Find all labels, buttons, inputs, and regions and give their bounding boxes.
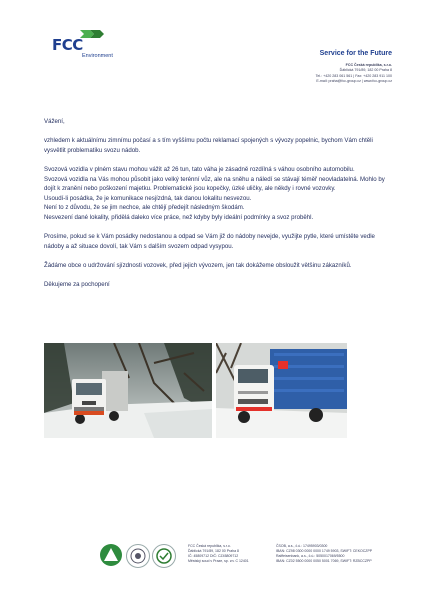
paragraph-decision: Usoudí-li posádka, že je komunikace nesjízdná, tak danou lokalitu nesvezou.	[44, 194, 252, 202]
footer-line: Raiffeisenbank, a.s., č.ú.: 5050017069/5500	[276, 554, 345, 558]
company-address: Ďáblická 791/89, 182 00 Praha 8	[339, 68, 392, 73]
tagline: Service for the Future	[319, 50, 392, 57]
footer-line: Městský soud v Praze, sp. zn. C 12401	[188, 559, 249, 563]
letter-body	[44, 117, 396, 290]
footer-line: FCC Česká republika, s.r.o.	[188, 544, 231, 548]
paragraph-terrain: Svozová vozidla na Vás mohou působit jako velký terénní vůz, ale na sněhu a náledí se stávají téměř neovladatelná. Mohlo by dojít k zranění nebo poškození majetku. Problematické jsou kopečky, úzké uličky, ale někdy i rovné vozovky.	[44, 175, 385, 193]
paragraph-reason: Není to z důvodu, že se jim nechce, ale chtějí předejít následným škodám.	[44, 204, 245, 212]
logo-arrows-icon	[80, 28, 106, 40]
company-email: E-mail: praha@fcc-group.cz | www.fcc-group.cz	[316, 79, 392, 84]
footer-bank-info	[276, 544, 372, 564]
footer-line: IBAN: CZ98 0300 0000 0000 1749 5903, SWIFT: CEKOCZPP	[276, 549, 373, 553]
footer	[100, 540, 400, 574]
footer-line: Ďáblická 791/89, 182 00 Praha 8	[188, 549, 239, 553]
paragraph-intro: vzhledem k aktuálnímu zimnímu počasí a s tím vyššímu počtu reklamací spojených s vývozy popelnic, bychom Vám chtěli vysvětlit problematiku svozu nádob.	[44, 137, 373, 154]
photo-truck-in-snow-2	[216, 343, 347, 438]
footer-line: IČ: 45809712 DIČ: CZ45809712	[188, 554, 239, 558]
paragraph-weight: Svozová vozidla v plném stavu mohou vážit až 26 tun, tato váha je zásadně rozdílná s váhou osobního automobilu.	[44, 165, 355, 173]
photo-row	[44, 343, 347, 438]
logo-text: FCC	[52, 36, 83, 54]
greeting: Vážení,	[44, 118, 65, 125]
certification-badge-icon	[100, 544, 122, 566]
fcc-logo	[52, 28, 116, 58]
footer-company-info	[188, 544, 249, 564]
quality-seal-icon	[152, 544, 176, 568]
paragraph-bags: Prosíme, pokud se k Vám posádky nedostanou a odpad se Vám již do nádoby nevejde, využijte pytle, které umístěte vedle nádoby a až situace dovolí, tak Vám s dalším svozem odpad vysypou.	[44, 233, 375, 250]
logo-subtitle: Environment	[82, 53, 113, 59]
iso-certificate-icon	[126, 544, 150, 568]
footer-line: ČSOB, a.s., č.ú.: 17495903/0300	[276, 544, 328, 548]
company-phone: Tel.: +420 283 061 561 | Fax: +420 283 911 100	[315, 73, 392, 78]
footer-line: IBAN: CZ02 5500 0000 0050 5001 7069, SWIFT: RZBCCZPP	[276, 559, 372, 563]
paragraph-consequence: Nesvezení dané lokality, přidělá daleko více práce, než kdyby byly ideální podmínky a svoz proběhl.	[44, 213, 314, 221]
closing: Děkujeme za pochopení	[44, 281, 110, 289]
company-name: FCC Česká republika, s.r.o.	[345, 63, 392, 67]
photo-truck-in-snow-1	[44, 343, 212, 438]
paragraph-request: Žádáme obce o udržování sjízdnosti vozovek, před jejich vývozem, jen tak dokážeme obsloužit většinu zákazníků.	[44, 261, 352, 269]
header-address	[222, 63, 392, 85]
